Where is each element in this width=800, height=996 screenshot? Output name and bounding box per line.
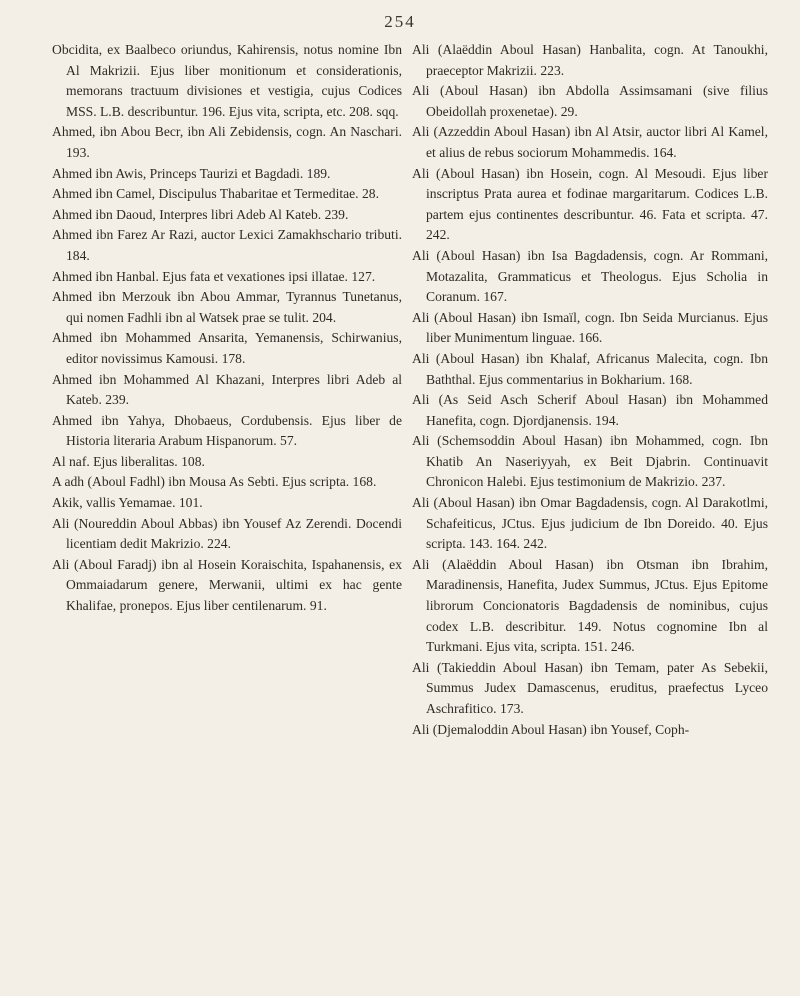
index-entry: Ali (Azzeddin Aboul Hasan) ibn Al Atsir, auctor libri Al Kamel, et alius de rebus sociorum Mohammedis. 164. [412,124,768,160]
index-entry: Al naf. Ejus liberalitas. 108. [52,453,205,469]
index-column-right [412,40,768,740]
index-entry: Ahmed ibn Yahya, Dhobaeus, Cordubensis. Ejus liber de Historia literaria Arabum Hispanorum. 57. [52,412,402,449]
index-entry: Ahmed ibn Merzouk ibn Abou Ammar, Tyrannus Tunetanus, qui nomen Fadhli ibn al Watsek prae se tulit. 204. [52,289,402,325]
index-entry: Akik, vallis Yemamae. 101. [52,495,203,511]
index-entry: Ali (As Seid Asch Scherif Aboul Hasan) ibn Mohammed Hanefita, cogn. Djordjanensis. 194. [412,392,768,428]
page-number: 254 [384,12,416,31]
index-entry: A adh (Aboul Fadhl) ibn Mousa As Sebti. Ejus scripta. 168. [52,474,377,490]
index-entry: Ahmed ibn Daoud, Interpres libri Adeb Al Kateb. 239. [52,206,349,222]
index-column-left [52,40,402,617]
index-entry: Ahmed ibn Farez Ar Razi, auctor Lexici Zamakhschario tributi. 184. [52,227,402,263]
index-entry: Ahmed ibn Awis, Princeps Taurizi et Bagdadi. 189. [52,165,331,181]
index-entry: Ahmed ibn Mohammed Al Khazani, Interpres libri Adeb al Kateb. 239. [52,371,402,408]
index-entry: Ali (Alaëddin Aboul Hasan) ibn Otsman ibn Ibrahim, Maradinensis, Hanefita, Judex Summus, JCtus. Ejus Epitome librorum Concionatoris Bagdadensis de nominibus, cujus codex L.B. describitur. 149. Notus cognomine Ibn al Turkmani. Ejus vita, scripta. 151. 246. [412,556,768,655]
index-entry: Ali (Aboul Hasan) ibn Abdolla Assimsamani (sive filius Obeidollah proxenetae). 29. [412,83,768,119]
index-entry: Ali (Aboul Hasan) ibn Omar Bagdadensis, cogn. Al Darakotlmi, Schafeiticus, JCtus. Ejus judicium de Ibn Doreido. 40. Ejus scripta. 143. 164. 242. [412,495,768,552]
index-entry: Ali (Djemaloddin Aboul Hasan) ibn Yousef, Coph- [412,721,690,737]
index-entry: Ali (Alaëddin Aboul Hasan) Hanbalita, cogn. At Tanoukhi, praeceptor Makrizii. 223. [412,42,768,78]
index-entry: Ahmed ibn Hanbal. Ejus fata et vexationes ipsi illatae. 127. [52,268,376,284]
index-entry: Ahmed, ibn Abou Becr, ibn Ali Zebidensis, cogn. An Naschari. 193. [52,124,402,160]
index-entry: Ali (Aboul Hasan) ibn Isa Bagdadensis, cogn. Ar Rommani, Motazalita, Grammaticus et Theologus. Ejus Scholia in Coranum. 167. [412,247,768,305]
index-entry: Ali (Schemsoddin Aboul Hasan) ibn Mohammed, cogn. Ibn Khatib An Naseriyyah, ex Beit Djabrin. Continuavit Chronicon Halebi. Ejus testimonium de Makrizio. 237. [412,433,768,490]
index-entry: Ali (Aboul Hasan) ibn Ismaïl, cogn. Ibn Seida Murcianus. Ejus liber Munimentum linguae. 166. [412,309,768,346]
index-entry: Ali (Aboul Hasan) ibn Hosein, cogn. Al Mesoudi. Ejus liber inscriptus Prata aurea et fodinae margaritarum. Codices L.B. partem ejus continentes describuntur. 46. Fata et scripta. 47. 242. [412,165,768,243]
index-entry: Ahmed ibn Mohammed Ansarita, Yemanensis, Schirwanius, editor novissimus Kamousi. 178. [52,330,402,366]
index-entry: Ahmed ibn Camel, Discipulus Thabaritae et Termeditae. 28. [52,186,379,202]
index-entry: Ali (Takieddin Aboul Hasan) ibn Temam, pater As Sebekii, Summus Judex Damascenus, eruditus, praefectus Lyceo Aschrafitico. 173. [412,659,768,716]
index-entry: Ali (Aboul Hasan) ibn Khalaf, Africanus Malecita, cogn. Ibn Baththal. Ejus commentarius in Bokharium. 168. [412,350,768,387]
index-entry: Obcidita, ex Baalbeco oriundus, Kahirensis, notus nomine Ibn Al Makrizii. Ejus liber monitionum et considerationis, memorans tractuum divisiones et vestigia, cujus Codices MSS. L.B. describuntur. 196. Ejus vita, scripta, etc. 208. sqq. [52,42,402,119]
index-entry: Ali (Noureddin Aboul Abbas) ibn Yousef Az Zerendi. Docendi licentiam dedit Makrizio. 224. [52,515,402,552]
index-entry: Ali (Aboul Faradj) ibn al Hosein Koraischita, Ispahanensis, ex Ommaiadarum genere, Merwanii, ultimi ex hac gente Khalifae, pronepos. Ejus liber centilenarum. 91. [52,556,402,614]
